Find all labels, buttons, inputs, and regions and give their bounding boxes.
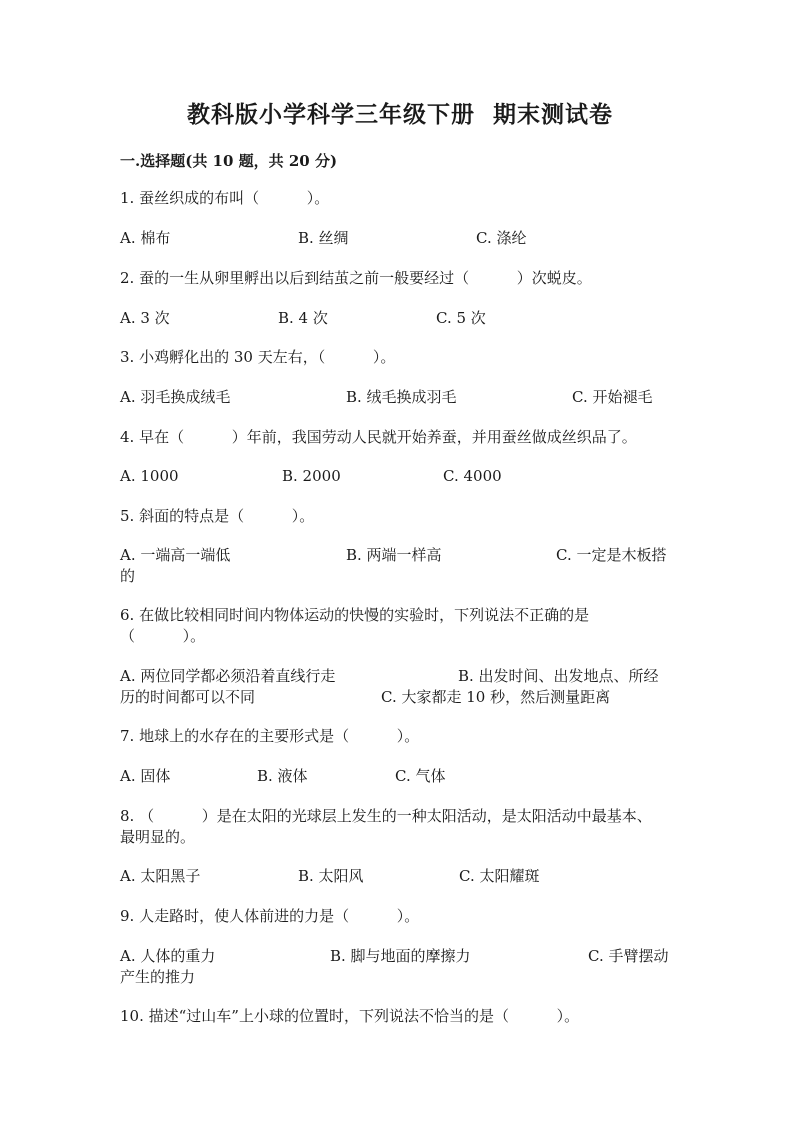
question-6-option-b-continued: 历的时间都可以不同: [120, 688, 256, 706]
question-8-option-c: C. 太阳耀斑: [459, 867, 540, 885]
page-title: 教科版小学科学三年级下册 期末测试卷: [186, 101, 613, 128]
question-6-option-c: C. 大家都走 10 秒，然后测量距离: [381, 688, 611, 706]
question-2-option-c: C. 5 次: [436, 309, 486, 327]
question-8-stem-line-1: 8. （ ）是在太阳的光球层上发生的一种太阳活动，是太阳活动中最基本、: [120, 807, 652, 825]
question-9-option-c: C. 手臂摆动: [588, 947, 669, 965]
question-5-stem: 5. 斜面的特点是（ ）。: [120, 507, 315, 525]
question-1-option-c: C. 涤纶: [476, 229, 527, 247]
question-5-option-a: A. 一端高一端低: [120, 546, 231, 564]
question-4-stem: 4. 早在（ ）年前，我国劳动人民就开始养蚕，并用蚕丝做成丝织品了。: [120, 428, 637, 446]
question-3-option-a: A. 羽毛换成绒毛: [120, 388, 231, 406]
question-4-option-a: A. 1000: [120, 467, 179, 485]
question-8-option-b: B. 太阳风: [298, 867, 364, 885]
question-9-option-b: B. 脚与地面的摩擦力: [330, 947, 471, 965]
question-9-option-a: A. 人体的重力: [120, 947, 216, 965]
question-4-option-b: B. 2000: [282, 467, 341, 485]
question-7-option-a: A. 固体: [120, 767, 171, 785]
question-5-option-b: B. 两端一样高: [346, 546, 442, 564]
question-5-option-c: C. 一定是木板搭: [556, 546, 667, 564]
question-1-option-a: A. 棉布: [120, 229, 171, 247]
question-5-option-c-continued: 的: [120, 567, 136, 585]
question-3-option-c: C. 开始褪毛: [572, 388, 653, 406]
question-1-stem: 1. 蚕丝织成的布叫（ ）。: [120, 189, 330, 207]
question-8-option-a: A. 太阳黑子: [120, 867, 201, 885]
question-2-stem: 2. 蚕的一生从卵里孵出以后到结茧之前一般要经过（ ）次蜕皮。: [120, 269, 592, 287]
question-3-option-b: B. 绒毛换成羽毛: [346, 388, 457, 406]
question-6-stem-line-1: 6. 在做比较相同时间内物体运动的快慢的实验时，下列说法不正确的是: [120, 606, 590, 624]
question-7-option-c: C. 气体: [395, 767, 446, 785]
question-2-option-b: B. 4 次: [278, 309, 328, 327]
section-heading: 一.选择题(共 10 题，共 20 分): [120, 152, 338, 170]
question-6-stem-line-2: （ ）。: [120, 627, 206, 645]
question-7-option-b: B. 液体: [257, 767, 308, 785]
question-10-stem: 10. 描述“过山车”上小球的位置时，下列说法不恰当的是（ ）。: [120, 1007, 580, 1025]
question-2-option-a: A. 3 次: [120, 309, 170, 327]
question-9-option-c-continued: 产生的推力: [120, 968, 196, 986]
question-6-option-b: B. 出发时间、出发地点、所经: [458, 667, 659, 685]
question-1-option-b: B. 丝绸: [298, 229, 349, 247]
question-8-stem-line-2: 最明显的。: [120, 828, 196, 846]
question-4-option-c: C. 4000: [443, 467, 502, 485]
question-6-option-a: A. 两位同学都必须沿着直线行走: [120, 667, 336, 685]
question-3-stem: 3. 小鸡孵化出的 30 天左右，（ ）。: [120, 348, 396, 366]
question-7-stem: 7. 地球上的水存在的主要形式是（ ）。: [120, 727, 420, 745]
question-9-stem: 9. 人走路时，使人体前进的力是（ ）。: [120, 907, 420, 925]
